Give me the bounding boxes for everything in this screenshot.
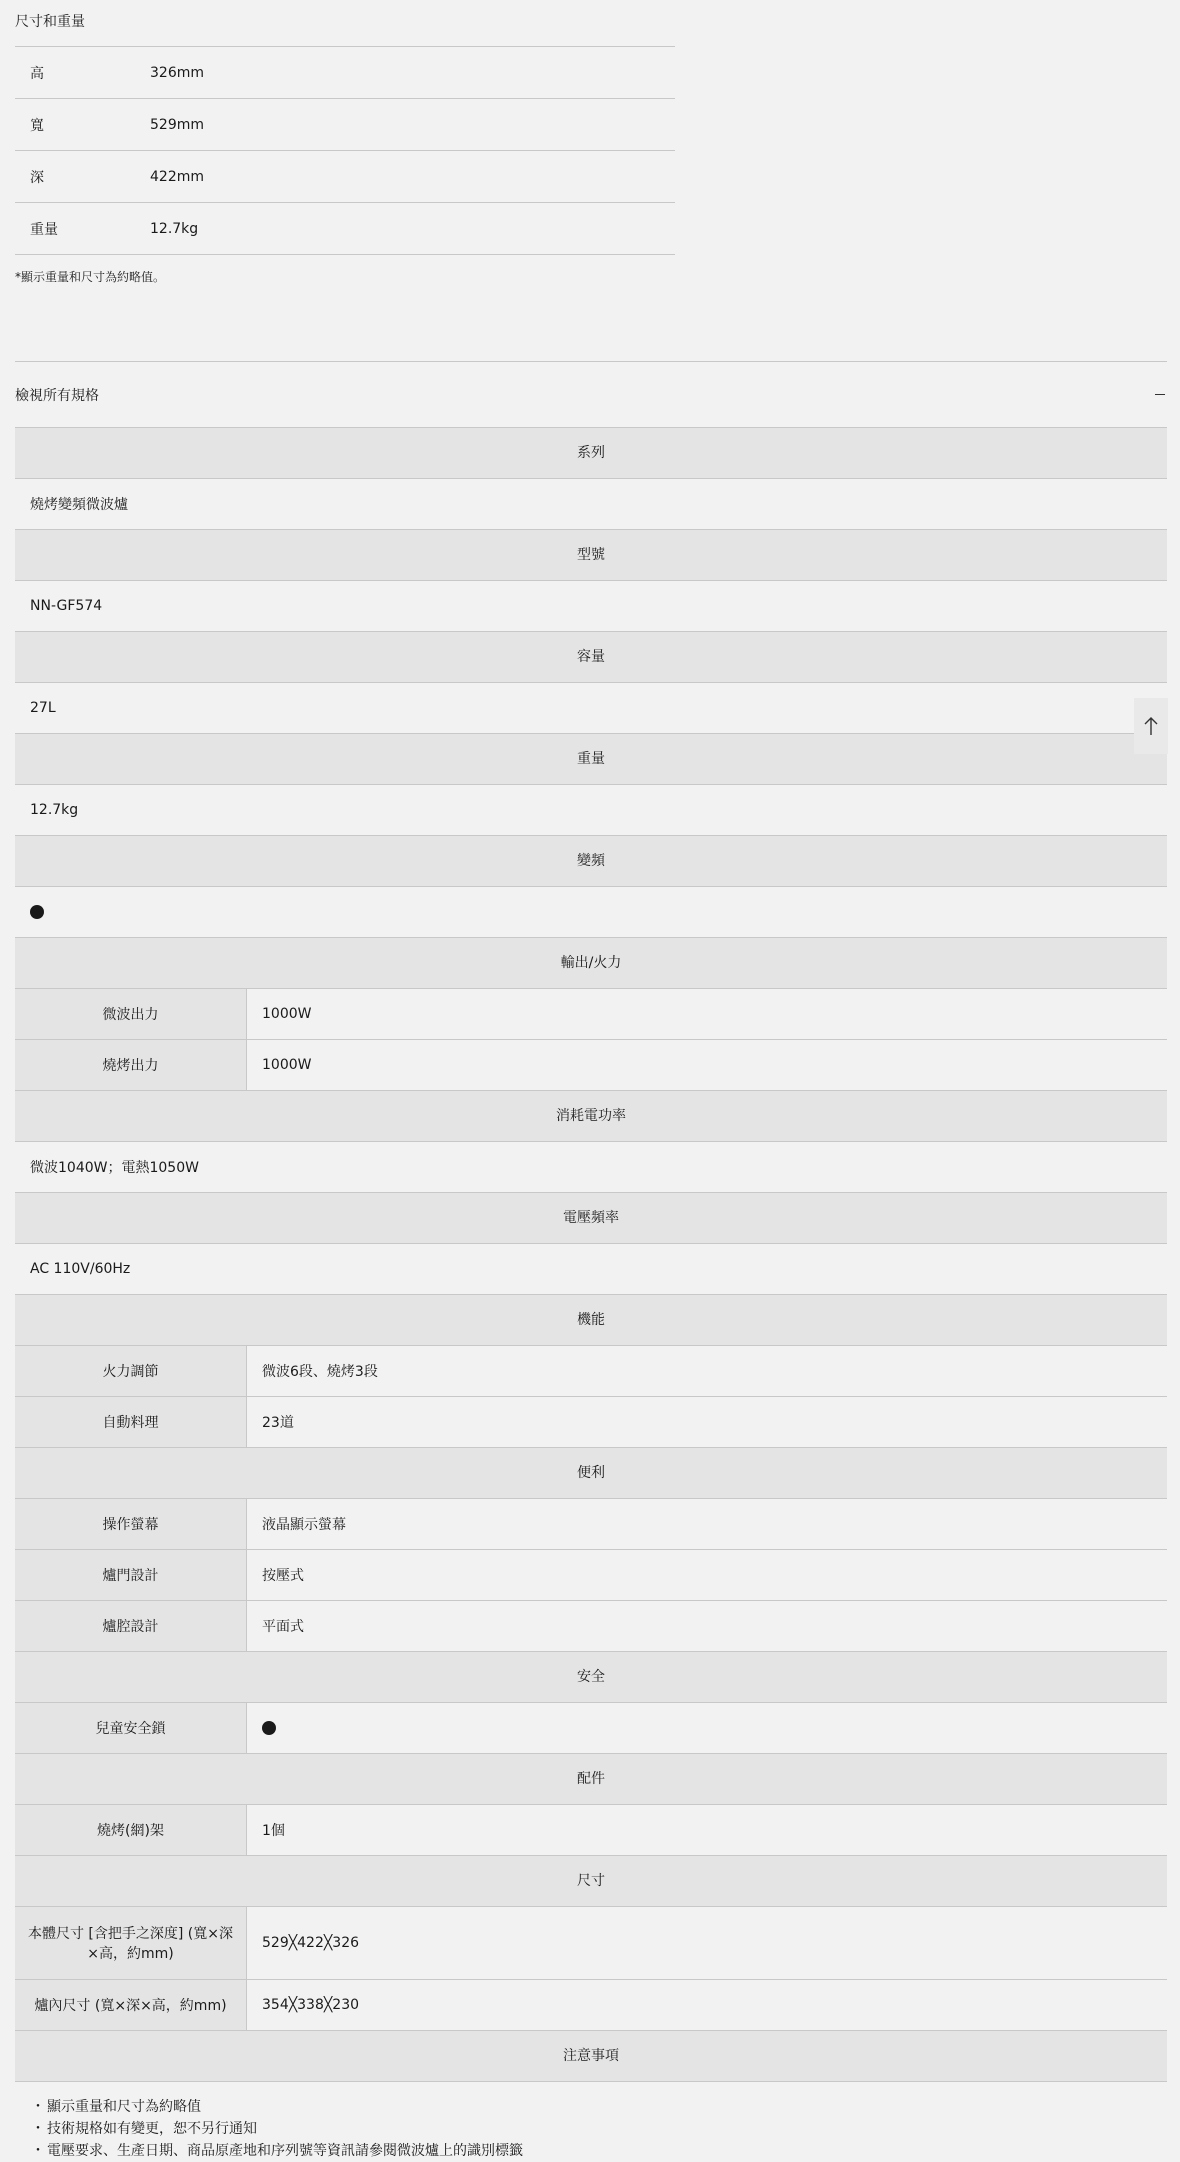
section-header-inverter: 變頻 — [15, 836, 1167, 887]
dimensions-title: 尺寸和重量 — [15, 14, 85, 30]
section-header-accessories: 配件 — [15, 1754, 1167, 1805]
note-item: ・ 技術規格如有變更，恕不另行通知 — [31, 2118, 1167, 2140]
functions-value: 微波6段、燒烤3段 — [262, 1364, 378, 1380]
convenience-label: 爐門設計 — [15, 1550, 247, 1600]
model-value: NN-GF574 — [15, 581, 1167, 632]
section-header-notes: 注意事項 — [15, 2031, 1167, 2082]
dimension-row-weight — [15, 203, 675, 255]
capacity-value: 27L — [15, 683, 1167, 734]
dimension-value: 12.7kg — [150, 220, 199, 237]
dimension-label: 高 — [30, 65, 44, 82]
output-row — [15, 1040, 1167, 1091]
dimensions-table — [15, 46, 675, 255]
accessories-row — [15, 1805, 1167, 1856]
section-header-power-consumption: 消耗電功率 — [15, 1091, 1167, 1142]
dimension-row-width — [15, 99, 675, 151]
inner-size-label: 爐內尺寸 (寬×深×高，約mm) — [15, 1980, 247, 2030]
dimension-label: 深 — [30, 169, 44, 186]
section-header-capacity: 容量 — [15, 632, 1167, 683]
inner-size-value: 354╳338╳230 — [262, 1997, 360, 2013]
section-header-output: 輸出/火力 — [15, 938, 1167, 989]
dimension-value: 422mm — [150, 168, 204, 185]
convenience-row — [15, 1550, 1167, 1601]
output-value: 1000W — [262, 1006, 312, 1022]
section-header-size: 尺寸 — [15, 1856, 1167, 1907]
dimension-row-depth — [15, 151, 675, 203]
output-label: 燒烤出力 — [15, 1040, 247, 1090]
size-row — [15, 1907, 1167, 1980]
section-header-safety: 安全 — [15, 1652, 1167, 1703]
section-header-series: 系列 — [15, 428, 1167, 479]
dimension-value: 529mm — [150, 116, 204, 133]
convenience-label: 操作螢幕 — [15, 1499, 247, 1549]
functions-label: 火力調節 — [15, 1346, 247, 1396]
section-header-voltage: 電壓頻率 — [15, 1193, 1167, 1244]
section-header-model: 型號 — [15, 530, 1167, 581]
dimensions-note: *顯示重量和尺寸為約略值。 — [15, 270, 166, 284]
functions-row — [15, 1346, 1167, 1397]
power-consumption-value: 微波1040W；電熱1050W — [15, 1142, 1167, 1193]
inverter-value — [15, 887, 1167, 938]
view-all-specs-toggle[interactable] — [15, 361, 1167, 427]
view-all-specs-label: 檢視所有規格 — [15, 387, 99, 404]
body-size-value: 529╳422╳326 — [262, 1935, 360, 1951]
spec-table — [15, 427, 1167, 2162]
dimension-value: 326mm — [150, 64, 204, 81]
child-lock-value — [247, 1703, 1167, 1753]
filled-dot-icon — [262, 1721, 276, 1735]
body-size-label: 本體尺寸 [含把手之深度] (寬×深×高，約mm) — [15, 1907, 247, 1979]
convenience-value: 平面式 — [262, 1619, 304, 1635]
functions-row — [15, 1397, 1167, 1448]
grill-rack-label: 燒烤(網)架 — [15, 1805, 247, 1855]
output-value: 1000W — [262, 1057, 312, 1073]
dimension-label: 重量 — [30, 221, 58, 238]
output-row — [15, 989, 1167, 1040]
size-row — [15, 1980, 1167, 2031]
convenience-row — [15, 1601, 1167, 1652]
note-item: ・ 顯示重量和尺寸為約略值 — [31, 2096, 1167, 2118]
notes-list — [15, 2082, 1167, 2162]
weight-value: 12.7kg — [15, 785, 1167, 836]
filled-dot-icon — [30, 905, 44, 919]
convenience-value: 按壓式 — [262, 1568, 304, 1584]
functions-label: 自動料理 — [15, 1397, 247, 1447]
section-header-functions: 機能 — [15, 1295, 1167, 1346]
arrow-up-icon — [1143, 716, 1159, 736]
dimension-label: 寬 — [30, 117, 44, 134]
dimension-row-height — [15, 47, 675, 99]
grill-rack-value: 1個 — [262, 1823, 285, 1839]
section-header-weight: 重量 — [15, 734, 1167, 785]
minus-icon[interactable] — [1155, 394, 1165, 395]
safety-row — [15, 1703, 1167, 1754]
note-item: ・ 電壓要求、生產日期、商品原產地和序列號等資訊請參閱微波爐上的識別標籤 — [31, 2140, 1167, 2162]
back-to-top-button[interactable] — [1134, 698, 1168, 754]
convenience-row — [15, 1499, 1167, 1550]
convenience-value: 液晶顯示螢幕 — [262, 1517, 346, 1533]
convenience-label: 爐腔設計 — [15, 1601, 247, 1651]
spec-page — [15, 0, 1167, 2162]
section-header-convenience: 便利 — [15, 1448, 1167, 1499]
voltage-value: AC 110V/60Hz — [15, 1244, 1167, 1295]
child-lock-label: 兒童安全鎖 — [15, 1703, 247, 1753]
series-value: 燒烤變頻微波爐 — [15, 479, 1167, 530]
output-label: 微波出力 — [15, 989, 247, 1039]
functions-value: 23道 — [262, 1415, 294, 1431]
